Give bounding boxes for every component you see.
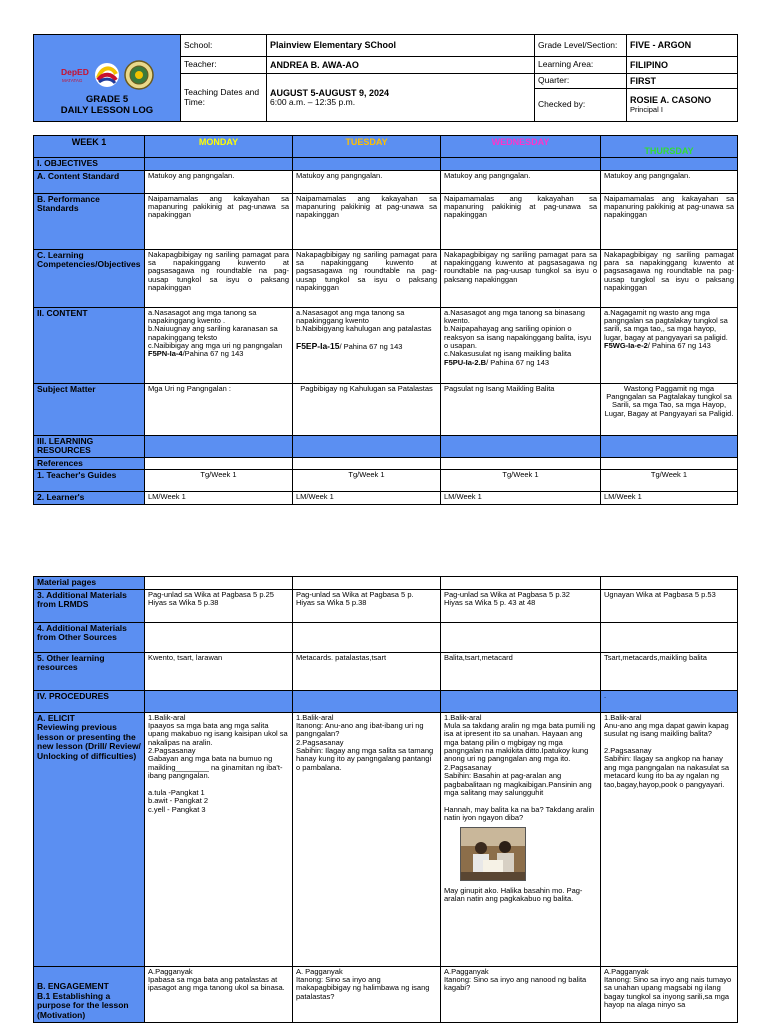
elicit-mon: 1.Balik-aral Ipaayos sa mga bata ang mga salita upang makabuo ng isang kaisipan ukol sa nakalipas na aralin. 2.Pagsasanay Gabayan ang mga bata na bumuo ng maikling________ na ginamitan ng iba't-ibang pangngalan. a.tula -Pangkat 1 b.awit - Pangkat 2 c.yell - Pangkat 3 [145,712,293,966]
procedures-heading: IV. PROCEDURES [34,690,145,712]
content-thu-code: F5WG-Ia-e-2 [604,341,648,351]
lrmds-thu: Ugnayan Wika at Pagbasa 5 p.53 [601,589,738,622]
content-mon [145,307,293,383]
school-value: Plainview Elementary SChool [267,35,535,57]
tg-wed: Tg/Week 1 [441,470,601,492]
area-label: Learning Area: [535,56,627,73]
teacher-value: ANDREA B. AWA-AO [267,56,535,73]
other-res-wed: Balita,tsart,metacard [441,652,601,690]
content-tue [293,307,441,383]
additional-other-label: 4. Additional Materials from Other Sources [34,622,145,652]
dates-label: Teaching Dates and Time: [181,74,267,122]
references-label: References [34,457,145,470]
thursday-header: THURSDAY [601,136,738,158]
content-mon-code: F5PN-Ia-4 [148,349,183,359]
dates-value: AUGUST 5-AUGUST 9, 2024 [270,87,390,98]
competencies-mon: Nakapagbibigay ng sariling pamagat para sa napakinggang kuwento at pagsasagawa ng roundtable na pag-uusap tungkol sa isyu o paksang napakinggan [145,249,293,307]
engagement-wed: A.Pagganyak Itanong: Sino sa inyo ang nanood ng balita kagabi? [441,966,601,1022]
performance-label: B. Performance Standards [34,193,145,249]
other-src-mon [145,622,293,652]
lrmds-wed: Pag-unlad sa Wika at Pagbasa 5 p.32 Hiyas sa Wika 5 p. 43 at 48 [441,589,601,622]
tuesday-header: TUESDAY [293,136,441,158]
area-value: FILIPINO [627,56,738,73]
procedures-wed [441,690,601,712]
learners-label: 2. Learner's [34,492,145,505]
grade-title: GRADE 5 [85,93,129,105]
content-wed-text: a.Nasasagot ang mga tanong sa binasang kwento. b.Naipapahayag ang sariling opinion o reaksyon sa isang napakinggang balita, isyu o usapan. c.Nakasusulat ng isang maikling balita [444,307,592,359]
competencies-label: C. Learning Competencies/Objectives [34,249,145,307]
school-label: School: [181,35,267,57]
objectives-heading: I. OBJECTIVES [34,158,145,171]
content-mon-text: a.Nasasagot ang mga tanong sa napakinggang kwento . b.Naiuugnay ang sariling karanasan sa napakinggang teksto c.Naibibigay ang mga uri ng pangngalan [148,307,283,351]
procedures-thu: . [601,690,738,712]
learning-resources-heading: III. LEARNING RESOURCES [34,435,145,457]
engagement-label: B. ENGAGEMENT B.1 Establishing a purpose for the lesson (Motivation) [34,966,145,1022]
procedures-mon [145,690,293,712]
lm-wed: LM/Week 1 [441,492,601,505]
teacher-label: Teacher: [181,56,267,73]
content-thu [601,307,738,383]
checked-title: Principal I [630,105,663,115]
content-thu-text: a.Nagagamit ng wasto ang mga pangngalan sa pagtalakay tungkol sa sarili, sa mga tao,, sa mga hayop, lugar, bagay at pangyayari sa paligid. [604,307,728,342]
tg-tue: Tg/Week 1 [293,470,441,492]
subject-matter-mon: Mga Uri ng Pangngalan : [145,383,293,435]
checked-label: Checked by: [535,89,627,122]
other-res-tue: Metacards. patalastas,tsart [293,652,441,690]
competencies-wed: Nakapagbibigay ng sariling pamagat para sa napakinggang kuwento at pagsasagawa ng roundtable na pag-uusap tungkol sa isyu o paksang napakinggan [441,249,601,307]
elicit-label: A. ELICIT Reviewing previous lesson or presenting the new lesson (Drill/ Review/ Unlocking of difficulties) [34,712,145,966]
subject-matter-label: Subject Matter [34,383,145,435]
dll-title: DAILY LESSON LOG [60,105,154,116]
subject-matter-tue: Pagbibigay ng Kahulugan sa Patalastas [293,383,441,435]
performance-wed: Naipamamalas ang kakayahan sa mapanuring pakikinig at pag-unawa sa napakinggan [441,193,601,249]
tg-thu: Tg/Week 1 [601,470,738,492]
dates-cell [267,74,535,122]
content-mon-ref: /Pahina 67 ng 143 [182,349,244,359]
lrmds-tue: Pag-unlad sa Wika at Pagbasa 5 p. Hiyas sa Wika 5 p.38 [293,589,441,622]
additional-lrmds-label: 3. Additional Materials from LRMDS [34,589,145,622]
students-reading-photo [460,827,526,881]
other-res-mon: Kwento, tsart, larawan [145,652,293,690]
content-wed [441,307,601,383]
monday-header: MONDAY [145,136,293,158]
other-src-tue [293,622,441,652]
tg-mon: Tg/Week 1 [145,470,293,492]
content-standard-wed: Matukoy ang pangngalan. [441,170,601,193]
svg-text:DepED: DepED [61,66,89,77]
checked-value: ROSIE A. CASONO [630,95,712,106]
week-header: WEEK 1 [34,136,145,158]
content-tue-ref: / Pahina 67 ng 143 [339,342,403,352]
content-standard-tue: Matukoy ang pangngalan. [293,170,441,193]
header-table [33,34,738,122]
other-src-thu [601,622,738,652]
elicit-tue: 1.Balik-aral Itanong: Anu-ano ang ibat-ibang uri ng pangngalan? 2.Pagsasanay Sabihin: Ilagay ang mga salita sa tamang hanay kung ito ay pangngalang pantangi o pambalana. [293,712,441,966]
logo-title-cell [34,35,181,122]
quarter-label: Quarter: [535,74,627,89]
subject-matter-wed: Pagsulat ng Isang Maikling Balita [441,383,601,435]
wednesday-header: WEDNESDAY [441,136,601,158]
lm-tue: LM/Week 1 [293,492,441,505]
svg-text:MATATAG: MATATAG [62,77,83,83]
grade-value: FIVE - ARGON [627,35,738,57]
performance-tue: Naipamamalas ang kakayahan sa mapanuring pakikinig at pag-unawa sa napakinggan [293,193,441,249]
other-res-thu: Tsart,metacards,maikling balita [601,652,738,690]
competencies-tue: Nakapagbibigay ng sariling pamagat para sa napakinggang kuwento at pagsasagawa ng roundtable na pag-uusap tungkol sa isyu o paksang napakinggan [293,249,441,307]
content-tue-code: F5EP-Ia-15 [296,341,340,352]
deped-logo [60,65,90,85]
teachers-guides-label: 1. Teacher's Guides [34,470,145,492]
content-wed-code: F5PU-Ia-2.B [444,357,487,367]
engagement-thu: A.Pagganyak Itanong: Sino sa inyo ang nais tumayo sa unahan upang magsabi ng ilang bagay tungkol sa inyong sarili,sa mga hayop na alaga ninyo sa [601,966,738,1022]
engagement-mon: A.Pagganyak Ipabasa sa mga bata ang patalastas at ipasagot ang mga tanong ukol sa binasa. [145,966,293,1022]
lesson-table-part2 [33,576,738,1023]
performance-thu: Naipamamalas ang kakayahan sa mapanuring pakikinig at pag-unawa sa napakinggan [601,193,738,249]
elicit-wed-text-2: May ginupit ako. Halika basahin mo. Pag-aralan natin ang pagkakabuo ng balita. [444,885,583,903]
subject-matter-thu: Wastong Paggamit ng mga Pangngalan sa Pagtalakay tungkol sa Sarili, sa mga Tao, sa mga Hayop, Lugar, Bagay at Pangyayari sa Paligid. [601,383,738,435]
material-pages-label: Material pages [34,577,145,590]
lrmds-mon: Pag-unlad sa Wika at Pagbasa 5 p.25 Hiyas sa Wika 5 p.38 [145,589,293,622]
elicit-wed [441,712,601,966]
content-tue-text: a.Nasasagot ang mga tanong sa napakinggang kwento b.Nabibigyang kahulugan ang patalastas [296,307,432,334]
lm-thu: LM/Week 1 [601,492,738,505]
quarter-value: FIRST [627,74,738,89]
grade-label: Grade Level/Section: [535,35,627,57]
competencies-thu: Nakapagbibigay ng sariling pamagat para sa napakinggang kuwento at pagsasagawa ng roundtable na pag-uusap tungkol sa isyu o paksang napakinggan [601,249,738,307]
checked-cell [627,89,738,122]
elicit-wed-text: 1.Balik-aral Mula sa takdang aralin ng mga bata pumili ng isa at ipresent ito sa unahan. Hayaan ang mga batang pilin o mgbigay ng mga pangngalan na makikita ditto.Ipatukoy kung anong uri ng pangngalan ang mga ito. 2.Pagsasanay Sabihin: Basahin at pag-aralan ang pagbabalitaan ng magkaibigan.Pansinin ang mga salitang may salungguhit Hannah, may balita ka na ba? Takdang aralin natin iyon ngayon diba? [444,712,596,823]
time-value: 6:00 a.m. – 12:35 p.m. [270,96,356,107]
procedures-tue [293,690,441,712]
content-standard-thu: Matukoy ang pangngalan. [601,170,738,193]
elicit-thu: 1.Balik-aral Anu-ano ang mga dapat gawin kapag susulat ng isang maikling balita? 2.Pagsasanay Sabihin: Ilagay sa angkop na hanay ang mga pangngalan na nakasulat sa metacard kung ito ba ay ngalan ng tao,bagay,hayop,pook o pangyayari. [601,712,738,966]
content-standard-mon: Matukoy ang pangngalan. [145,170,293,193]
matatag-logo [94,62,120,88]
other-resources-label: 5. Other learning resources [34,652,145,690]
lesson-table-part1 [33,135,738,505]
content-standard-label: A. Content Standard [34,170,145,193]
logo-strip [37,60,177,90]
content-thu-ref: / Pahina 67 ng 143 [647,341,711,351]
school-seal-icon [124,60,154,90]
content-wed-ref: / Pahina 67 ng 143 [486,357,550,367]
engagement-tue: A. Pagganyak Itanong: Sino sa inyo ang makapagbibigay ng halimbawa ng isang patalastas? [293,966,441,1022]
other-src-wed [441,622,601,652]
lm-mon: LM/Week 1 [145,492,293,505]
performance-mon: Naipamamalas ang kakayahan sa mapanuring pakikinig at pag-unawa sa napakinggan [145,193,293,249]
content-label: II. CONTENT [34,307,145,383]
